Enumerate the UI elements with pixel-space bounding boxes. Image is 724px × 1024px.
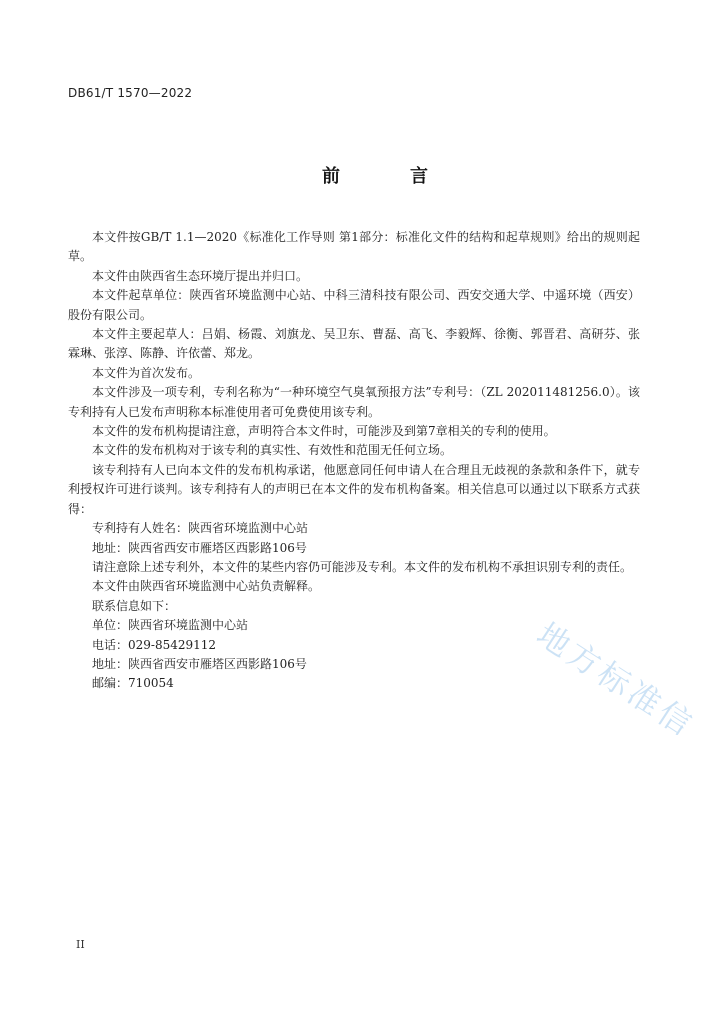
contact-heading: 联系信息如下： [92, 598, 177, 613]
paragraph-proposer: 本文件由陕西省生态环境厅提出并归口。 [92, 268, 309, 283]
page-title: 前 言 [322, 166, 454, 187]
paragraph-first-release: 本文件为首次发布。 [92, 365, 201, 380]
paragraph-drafting-rules: 本文件按GB/T 1.1—2020《标准化工作导则 第1部分：标准化文件的结构和起草规则》给出的规则起草。 [68, 230, 640, 264]
watermark: 地方标准信 [530, 615, 702, 745]
contact-unit: 单位：陕西省环境监测中心站 [92, 618, 249, 633]
paragraph-drafters: 本文件主要起草人：吕娟、杨霞、刘旗龙、吴卫东、曹磊、高飞、李毅辉、徐衡、郭晋君、高研芬、张霖琳、张淳、陈静、许依蕾、郑龙。 [68, 327, 640, 361]
paragraph-drafting-units: 本文件起草单位：陕西省环境监测中心站、中科三清科技有限公司、西安交通大学、中遥环境（西安）股份有限公司。 [68, 288, 640, 322]
standard-code: DB61/T 1570—2022 [68, 86, 193, 100]
contact-address: 地址：陕西省西安市雁塔区西影路106号 [92, 656, 307, 671]
contact-phone: 电话：029-85429112 [92, 637, 217, 652]
patent-holder-address: 地址：陕西省西安市雁塔区西影路106号 [92, 540, 307, 555]
page-number: II [76, 938, 85, 951]
paragraph-patent: 本文件涉及一项专利，专利名称为“一种环境空气臭氧预报方法”专利号：（ZL 202011481256.0）。该专利持有人已发布声明称本标准使用者可免费使用该专利。 [68, 385, 640, 419]
paragraph-patent-notice: 本文件的发布机构提请注意，声明符合本文件时，可能涉及到第7章相关的专利的使用。 [92, 424, 556, 439]
paragraph-interpretation: 本文件由陕西省环境监测中心站负责解释。 [92, 579, 321, 594]
contact-postcode: 邮编：710054 [92, 676, 174, 691]
patent-holder-name: 专利持有人姓名：陕西省环境监测中心站 [92, 521, 309, 536]
paragraph-patent-position: 本文件的发布机构对于该专利的真实性、有效性和范围无任何立场。 [92, 443, 453, 458]
paragraph-other-patents: 请注意除上述专利外，本文件的某些内容仍可能涉及专利。本文件的发布机构不承担识别专利的责任。 [92, 559, 633, 574]
paragraph-patent-commitment: 该专利持有人已向本文件的发布机构承诺，他愿意同任何申请人在合理且无歧视的条款和条件下，就专利授权许可进行谈判。该专利持有人的声明已在本文件的发布机构备案。相关信息可以通过以下联系方式获得： [68, 462, 640, 516]
